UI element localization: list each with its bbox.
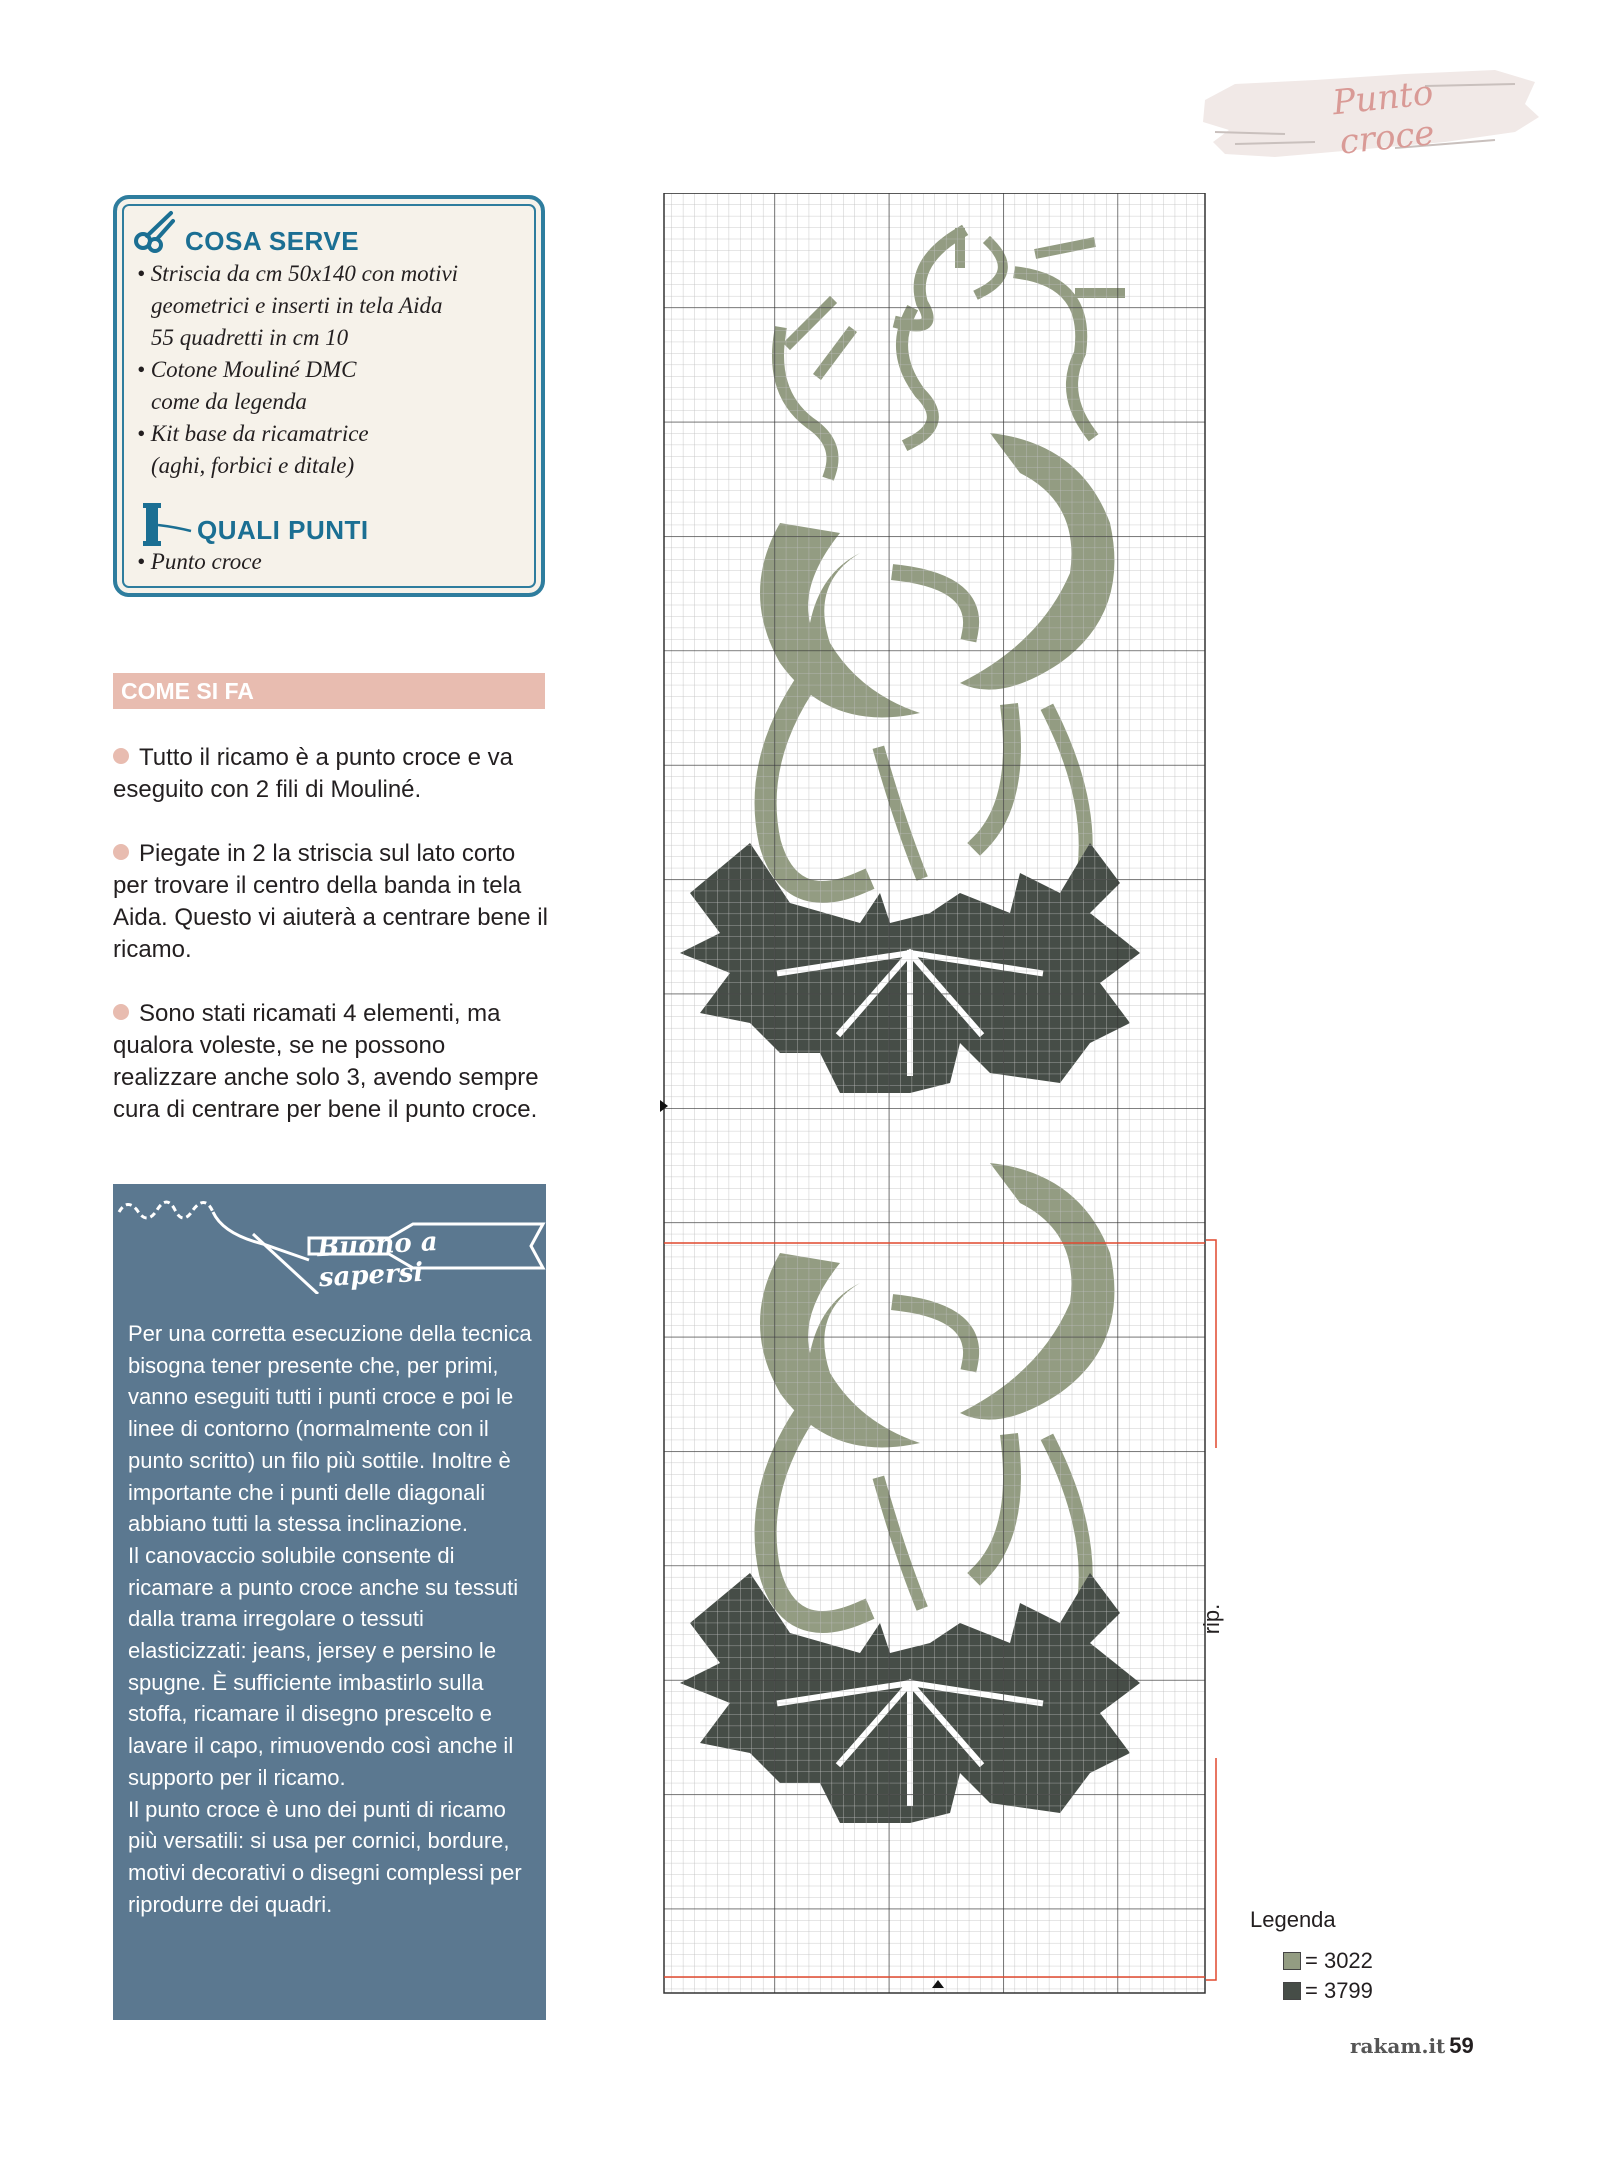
how-to-header — [113, 673, 545, 709]
materials-line: 55 quadretti in cm 10 — [151, 325, 349, 350]
materials-heading: COSA SERVE — [185, 226, 360, 256]
how-to-heading: COME SI FA — [121, 678, 254, 704]
how-to-step: Piegate in 2 la striscia sul lato corto per trovare il centro della banda in tela Aida. Questo vi aiuterà a centrare bene il ricamo. — [113, 840, 548, 963]
cross-stitch-chart — [660, 193, 1209, 2004]
tip-paragraph: Per una corretta esecuzione della tecnica bisogna tener presente che, per primi, vanno eseguiti tutti i punti croce e poi le linee di contorno (normalmente con il punto scritto) un filo più sottile. Inoltre è importante che i punti delle diagonali abbiano tutti la stessa inclinazione. — [128, 1321, 532, 1537]
how-to-step: Tutto il ricamo è a punto croce e va eseguito con 2 fili di Mouliné. — [113, 744, 513, 803]
materials-line: geometrici e inserti in tela Aida — [151, 293, 443, 318]
legend-item: = 3022 — [1283, 1948, 1373, 1974]
bullet-icon — [113, 1004, 129, 1020]
scissors-icon — [133, 209, 177, 253]
stitches-heading: QUALI PUNTI — [197, 515, 369, 545]
bullet-icon — [113, 748, 129, 764]
legend-title: Legenda — [1250, 1907, 1336, 1932]
tip-title: Buono a sapersi — [316, 1226, 439, 1294]
page-number: 59 — [1449, 2033, 1474, 2058]
materials-line: • Cotone Mouliné DMC — [137, 357, 357, 382]
materials-line: (aghi, forbici e ditale) — [151, 453, 355, 478]
materials-line: come da legenda — [151, 389, 307, 414]
tip-paragraph: Il punto croce è uno dei punti di ricamo più versatili: si usa per cornici, bordure, motivi decorativi o disegni complessi per riprodurre dei quadri. — [128, 1796, 522, 1917]
bullet-icon — [113, 844, 129, 860]
how-to-step: Sono stati ricamati 4 elementi, ma qualora voleste, se ne possono realizzare anche solo 3, avendo sempre cura di centrare per bene il punto croce. — [113, 1000, 539, 1123]
repeat-label: rip. — [1199, 1603, 1224, 1635]
color-swatch — [1283, 1982, 1301, 2000]
page-footer — [1350, 2033, 1474, 2059]
materials-line: • Kit base da ricamatrice — [137, 421, 369, 446]
site-name: rakam.it — [1350, 2034, 1446, 2058]
repeat-label-box — [1192, 1590, 1232, 1650]
materials-box — [113, 195, 545, 597]
tip-paragraph: Il canovaccio solubile consente di ricamare a punto croce anche su tessuti dalla trama irregolare o tessuti elasticizzati: jeans, jersey e persino le spugne. È sufficiente imbastirlo sulla stoffa, ricamare il disegno prescelto e lavare il capo, rimuovendo così anche il supporto per il ricamo. — [128, 1542, 519, 1790]
legend-item: = 3799 — [1283, 1978, 1373, 2004]
materials-line: • Striscia da cm 50x140 con motivi — [137, 261, 459, 286]
stitch-item: • Punto croce — [137, 549, 262, 574]
thread-spool-icon — [139, 501, 193, 549]
tip-body — [128, 1318, 533, 1920]
section-tag: Punto croce — [1330, 72, 1437, 163]
color-swatch — [1283, 1952, 1301, 1970]
